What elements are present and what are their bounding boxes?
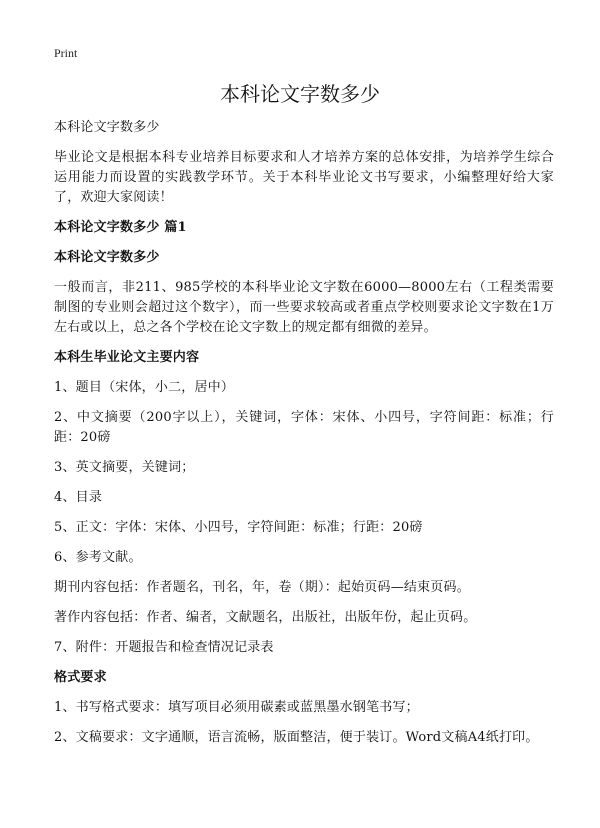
section1-subheading: 本科论文字数多少 xyxy=(54,250,160,265)
list-item: 2、中文摘要（200字以上），关键词，字体：宋体、小四号，字符间距：标准；行距：20磅 xyxy=(54,410,554,445)
intro-paragraph: 毕业论文是根据本科专业培养目标要求和人才培养方案的总体安排，为培养学生综合运用能力而设置的实践教学环节。关于本科毕业论文书写要求，小编整理好给大家了，欢迎大家阅读！ xyxy=(54,150,554,205)
list-item: 3、英文摘要，关键词； xyxy=(54,460,195,475)
list-item: 7、附件：开题报告和检查情况记录表 xyxy=(54,640,274,655)
subtitle: 本科论文字数多少 xyxy=(54,120,160,135)
list-item: 4、目录 xyxy=(54,490,103,505)
section1-heading: 本科论文字数多少 篇1 xyxy=(54,220,187,235)
page-title: 本科论文字数多少 xyxy=(220,82,380,106)
list-item: 期刊内容包括：作者题名，刊名，年，卷（期）：起始页码—结束页码。 xyxy=(54,580,470,595)
list-item: 1、题目（宋体，小二，居中） xyxy=(54,380,235,395)
list-item: 1、书写格式要求：填写项目必须用碳素或蓝黑墨水钢笔书写； xyxy=(54,700,419,715)
print-link[interactable]: Print xyxy=(54,46,78,60)
section1-paragraph: 一般而言，非211、985学校的本科毕业论文字数在6000—8000左右（工程类需要制图的专业则会超过这个数字），而一些要求较高或者重点学校则要求论文字数在1万左右或以上，总之各个学校在论文字数上的规定都有细微的差异。 xyxy=(54,280,554,335)
list-item: 6、参考文献。 xyxy=(54,550,142,565)
list-item: 2、文稿要求：文字通顺，语言流畅，版面整洁，便于装订。Word文稿A4纸打印。 xyxy=(54,730,539,745)
section2-heading: 本科生毕业论文主要内容 xyxy=(54,350,200,365)
section3-heading: 格式要求 xyxy=(54,670,107,685)
list-item: 著作内容包括：作者、编者，文献题名，出版社，出版年份，起止页码。 xyxy=(54,610,477,625)
list-item: 5、正文：字体：宋体、小四号，字符间距：标准；行距：20磅 xyxy=(54,520,423,535)
article-body xyxy=(54,118,554,758)
